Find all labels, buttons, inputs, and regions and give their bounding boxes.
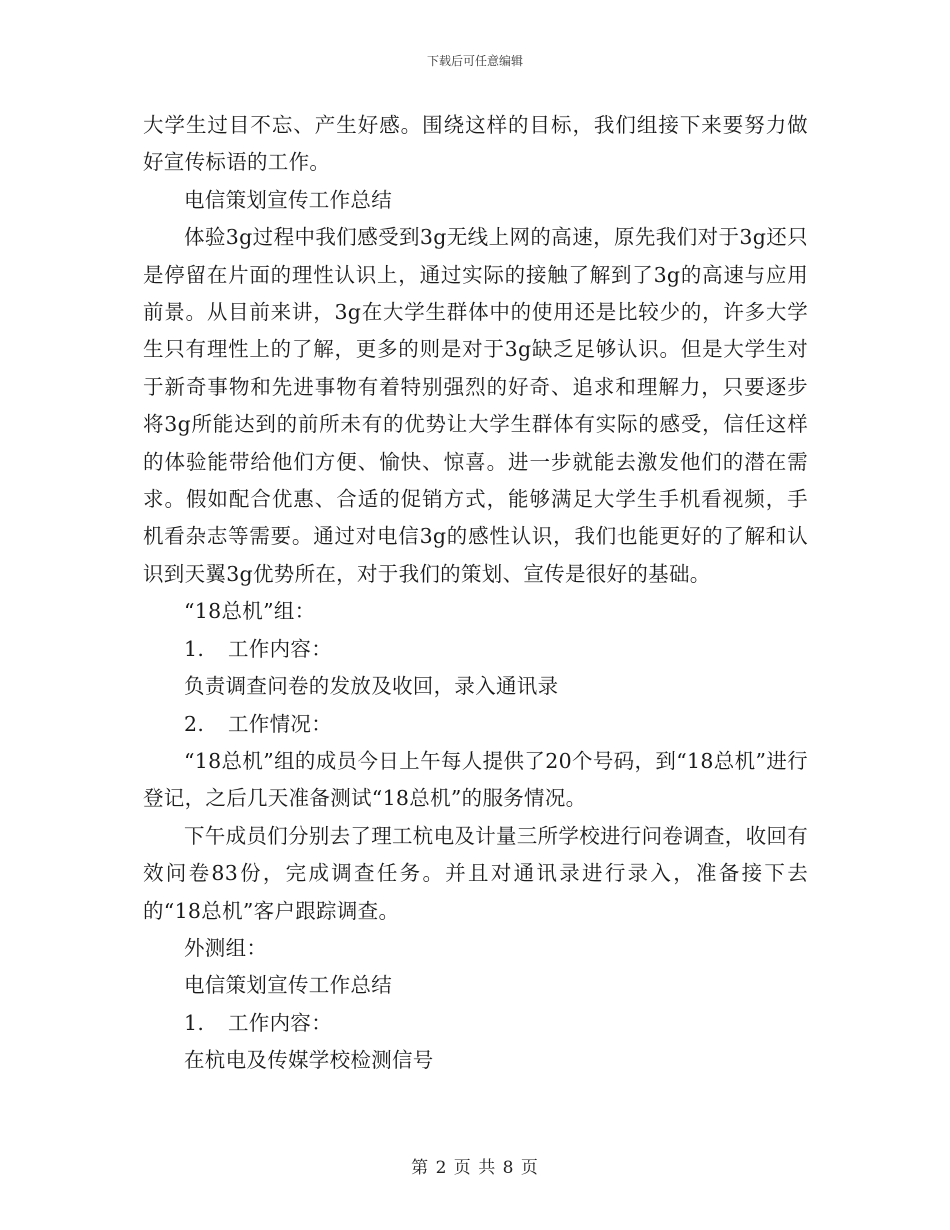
paragraph: 下午成员们分别去了理工杭电及计量三所学校进行问卷调查，收回有效问卷83份，完成调查任务。并且对通讯录进行录入，准备接下去的“18总机”客户跟踪调查。 xyxy=(143,823,808,923)
list-text: 工作内容： xyxy=(228,1010,332,1035)
list-text: 工作内容： xyxy=(228,636,332,661)
list-number: 1. xyxy=(184,1010,205,1035)
group-heading: 外测组： xyxy=(184,935,268,960)
paragraph: 在杭电及传媒学校检测信号 xyxy=(184,1048,434,1073)
document-body xyxy=(143,107,808,1080)
list-item xyxy=(143,706,808,743)
list-item xyxy=(143,631,808,668)
list-number: 1. xyxy=(184,636,205,661)
page-footer: 第 2 页 共 8 页 xyxy=(411,1158,539,1178)
paragraph: 体验3g过程中我们感受到3g无线上网的高速，原先我们对于3g还只是停留在片面的理性认识上，通过实际的接触了解到了3g的高速与应用前景。从目前来讲，3g在大学生群体中的使用还是比较少的，许多大学生只有理性上的了解，更多的则是对于3g缺乏足够认识。但是大学生对于新奇事物和先进事物有着特别强烈的好奇、追求和理解力，只要逐步将3g所能达到的前所未有的优势让大学生群体有实际的感受，信任这样的体验能带给他们方便、愉快、惊喜。进一步就能去激发他们的潜在需求。假如配合优惠、合适的促销方式，能够满足大学生手机看视频，手机看杂志等需要。通过对电信3g的感性认识，我们也能更好的了解和认识到天翼3g优势所在，对于我们的策划、宣传是很好的基础。 xyxy=(143,225,808,586)
paragraph: 大学生过目不忘、产生好感。围绕这样的目标，我们组接下来要努力做好宣传标语的工作。 xyxy=(143,113,808,175)
list-number: 2. xyxy=(184,711,205,736)
paragraph: 负责调查问卷的发放及收回，录入通讯录 xyxy=(184,674,559,699)
paragraph: “18总机”组的成员今日上午每人提供了20个号码，到“18总机”进行登记，之后几天准备测试“18总机”的服务情况。 xyxy=(143,748,808,811)
section-title: 电信策划宣传工作总结 xyxy=(184,973,392,998)
list-text: 工作情况： xyxy=(228,711,332,736)
section-title: 电信策划宣传工作总结 xyxy=(184,187,392,212)
list-item xyxy=(143,1005,808,1042)
page-header: 下载后可任意编辑 xyxy=(426,54,523,68)
group-heading: “18总机”组： xyxy=(184,599,316,624)
